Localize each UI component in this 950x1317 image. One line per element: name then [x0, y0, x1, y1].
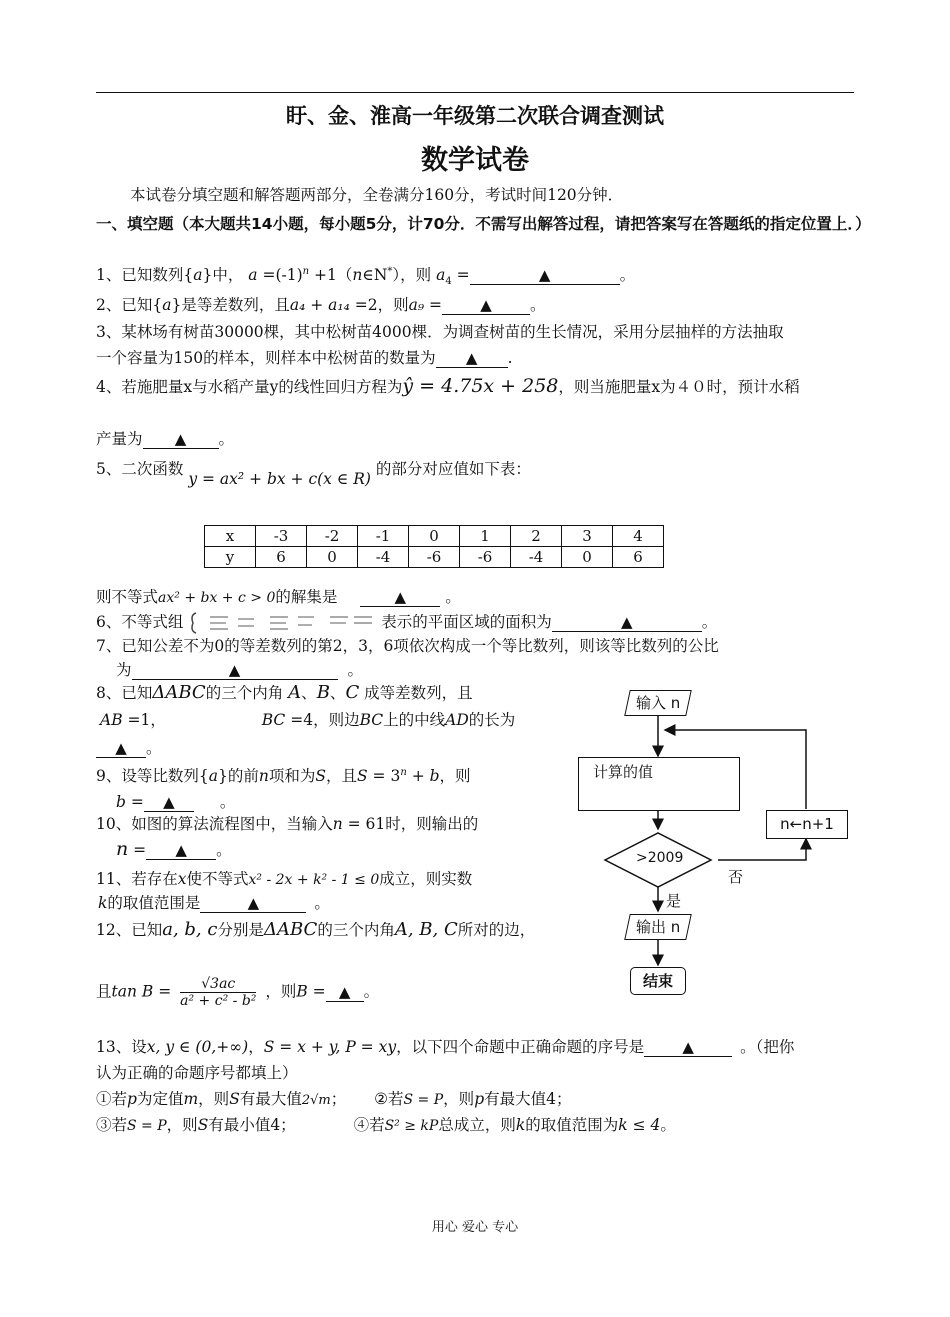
flowchart-output: 输出 n: [624, 914, 692, 940]
table-cell: 2: [511, 526, 562, 547]
page-footer: 用心 爱心 专心: [431, 1220, 519, 1235]
table-cell: -4: [511, 547, 562, 568]
table-cell: 6: [256, 547, 307, 568]
flowchart-input: 输入 n: [624, 690, 692, 716]
question-3-line2: 一个容量为150的样本，则样本中松树苗的数量为 ▲ .: [96, 349, 513, 367]
answer-blank-10: ▲: [146, 841, 216, 860]
question-10-line1: 10、如图的算法流程图中，当输入n = 61时，则输出的: [96, 815, 479, 833]
question-5-inequality: 则不等式ax² + bx + c > 0的解集是 ▲ 。: [96, 588, 461, 606]
answer-blank-2: ▲: [442, 296, 530, 315]
table-cell: 1: [460, 526, 511, 547]
table-cell: -2: [307, 526, 358, 547]
table-cell: -3: [256, 526, 307, 547]
answer-blank-11: ▲: [200, 894, 306, 913]
exam-intro: 本试卷分填空题和解答题两部分，全卷满分160分，考试时间120分钟．: [130, 186, 624, 204]
question-12-line2: 且tan B = $\frac{√3ac}{\text{a² + c² - b²}}$ ，则B = ▲ 。: [96, 976, 380, 1009]
question-13-props-3-4: ③若S = P，则S有最小值4； ④若S² ≥ kP总成立，则k的取值范围为k ≤ 4。: [96, 1116, 676, 1134]
answer-blank-9: ▲: [144, 793, 194, 812]
question-2: 2、已知{a}是等差数列，且a₄ + a₁₄ =2，则a₉ = ▲ 。: [96, 296, 546, 314]
question-7-line2: 为 ▲ 。: [116, 661, 364, 679]
flowchart-update: n←n+1: [766, 810, 848, 839]
exam-subtitle: 数学试卷: [421, 145, 529, 176]
inequality-system-image: [188, 611, 376, 635]
header-rule: [96, 92, 854, 93]
table-cell: -4: [358, 547, 409, 568]
question-7-line1: 7、已知公差不为0的等差数列的第2，3，6项依次构成一个等比数列，则该等比数列的公比: [96, 637, 719, 655]
question-10-line2: n = ▲ 。: [116, 838, 232, 860]
table-cell: 0: [562, 547, 613, 568]
table-cell: 3: [562, 526, 613, 547]
question-13-line1: 13、设x, y ∈ (0,+∞)，S = x + y, P = xy，以下四个命题中正确命题的序号是 ▲ 。（把你: [96, 1038, 795, 1056]
table-cell: 0: [409, 526, 460, 547]
answer-blank-7: ▲: [132, 661, 338, 680]
question-11-line2: k的取值范围是 ▲ 。: [98, 894, 330, 912]
question-8-line1: 8、已知ΔABC的三个内角 A、B、C 成等差数列，且: [96, 682, 473, 703]
table-cell: 4: [613, 526, 664, 547]
answer-blank-13: ▲: [644, 1038, 732, 1057]
question-11-line1: 11、若存在x使不等式x² - 2x + k² - 1 ≤ 0成立，则实数: [96, 870, 473, 888]
flowchart-decision-label: >2009: [636, 850, 684, 866]
question-9-line1: 9、设等比数列{a}的前n项和为S，且$S = 3^n + b$，则: [96, 766, 471, 785]
table-cell: -6: [409, 547, 460, 568]
question-3-line1: 3、某林场有树苗30000棵，其中松树苗4000棵．为调查树苗的生长情况，采用分层抽样的方法抽取: [96, 323, 784, 341]
question-1: 1、已知数列{a}中， $a =(-1)^n$ +1（n∈N*），则 $a_4$ = ▲ 。: [96, 265, 636, 288]
answer-blank-12: ▲: [326, 983, 364, 1002]
question-4-line2: 产量为 ▲ 。: [96, 430, 235, 448]
question-4-line1: 4、若施肥量x与水稻产量y的线性回归方程为ŷ = 4.75x + 258，则当施肥量x为４０时，预计水稻: [96, 375, 800, 397]
table-header-y: y: [205, 547, 256, 568]
answer-blank-8: ▲: [96, 739, 146, 758]
table-cell: 6: [613, 547, 664, 568]
flowchart-no-label: 否: [728, 868, 744, 886]
table-cell: -6: [460, 547, 511, 568]
table-header-x: x: [205, 526, 256, 547]
question-13-props-1-2: ①若p为定值m，则S有最大值2√m； ②若S = P，则p有最大值4；: [96, 1090, 572, 1108]
question-9-line2: b = ▲ 。: [116, 793, 236, 811]
answer-blank-4: ▲: [143, 430, 219, 449]
table-row-y: [205, 547, 664, 568]
table-cell: -1: [358, 526, 409, 547]
question-5: 5、二次函数 y = ax² + bx + c(x ∈ R) 的部分对应值如下表：: [96, 460, 531, 488]
table-row-x: [205, 526, 664, 547]
question-8-line2: AB =1， BC =4，则边BC上的中线AD的长为: [100, 711, 516, 729]
tan-fraction: $\frac{√3ac}{\text{a² + c² - b²}}$: [180, 976, 257, 1009]
flowchart-lines: [570, 680, 860, 1010]
question-6: 6、不等式组 表示的平面区域的面积为 ▲ 。: [96, 610, 717, 635]
table-cell: 0: [307, 547, 358, 568]
flowchart-process: 计算的值: [578, 757, 740, 811]
section-heading: 一、填空题（本大题共14小题，每小题5分，计70分．不需写出解答过程，请把答案写在答题纸的指定位置上．）: [96, 215, 871, 233]
flowchart-end: 结束: [630, 967, 686, 995]
value-table: [204, 525, 664, 568]
answer-blank-1: ▲: [470, 266, 620, 285]
question-13-line2: 认为正确的命题序号都填上）: [96, 1064, 298, 1082]
answer-blank-5: ▲: [360, 588, 440, 607]
question-12-line1: 12、已知a, b, c分别是ΔABC的三个内角A, B, C所对的边，: [96, 919, 536, 940]
question-8-line3: ▲ 。: [96, 736, 162, 758]
answer-blank-3: ▲: [436, 349, 508, 368]
answer-blank-6: ▲: [552, 613, 702, 632]
exam-title: 盱、金、淮高一年级第二次联合调查测试: [286, 104, 664, 128]
flowchart-yes-label: 是: [666, 892, 682, 910]
